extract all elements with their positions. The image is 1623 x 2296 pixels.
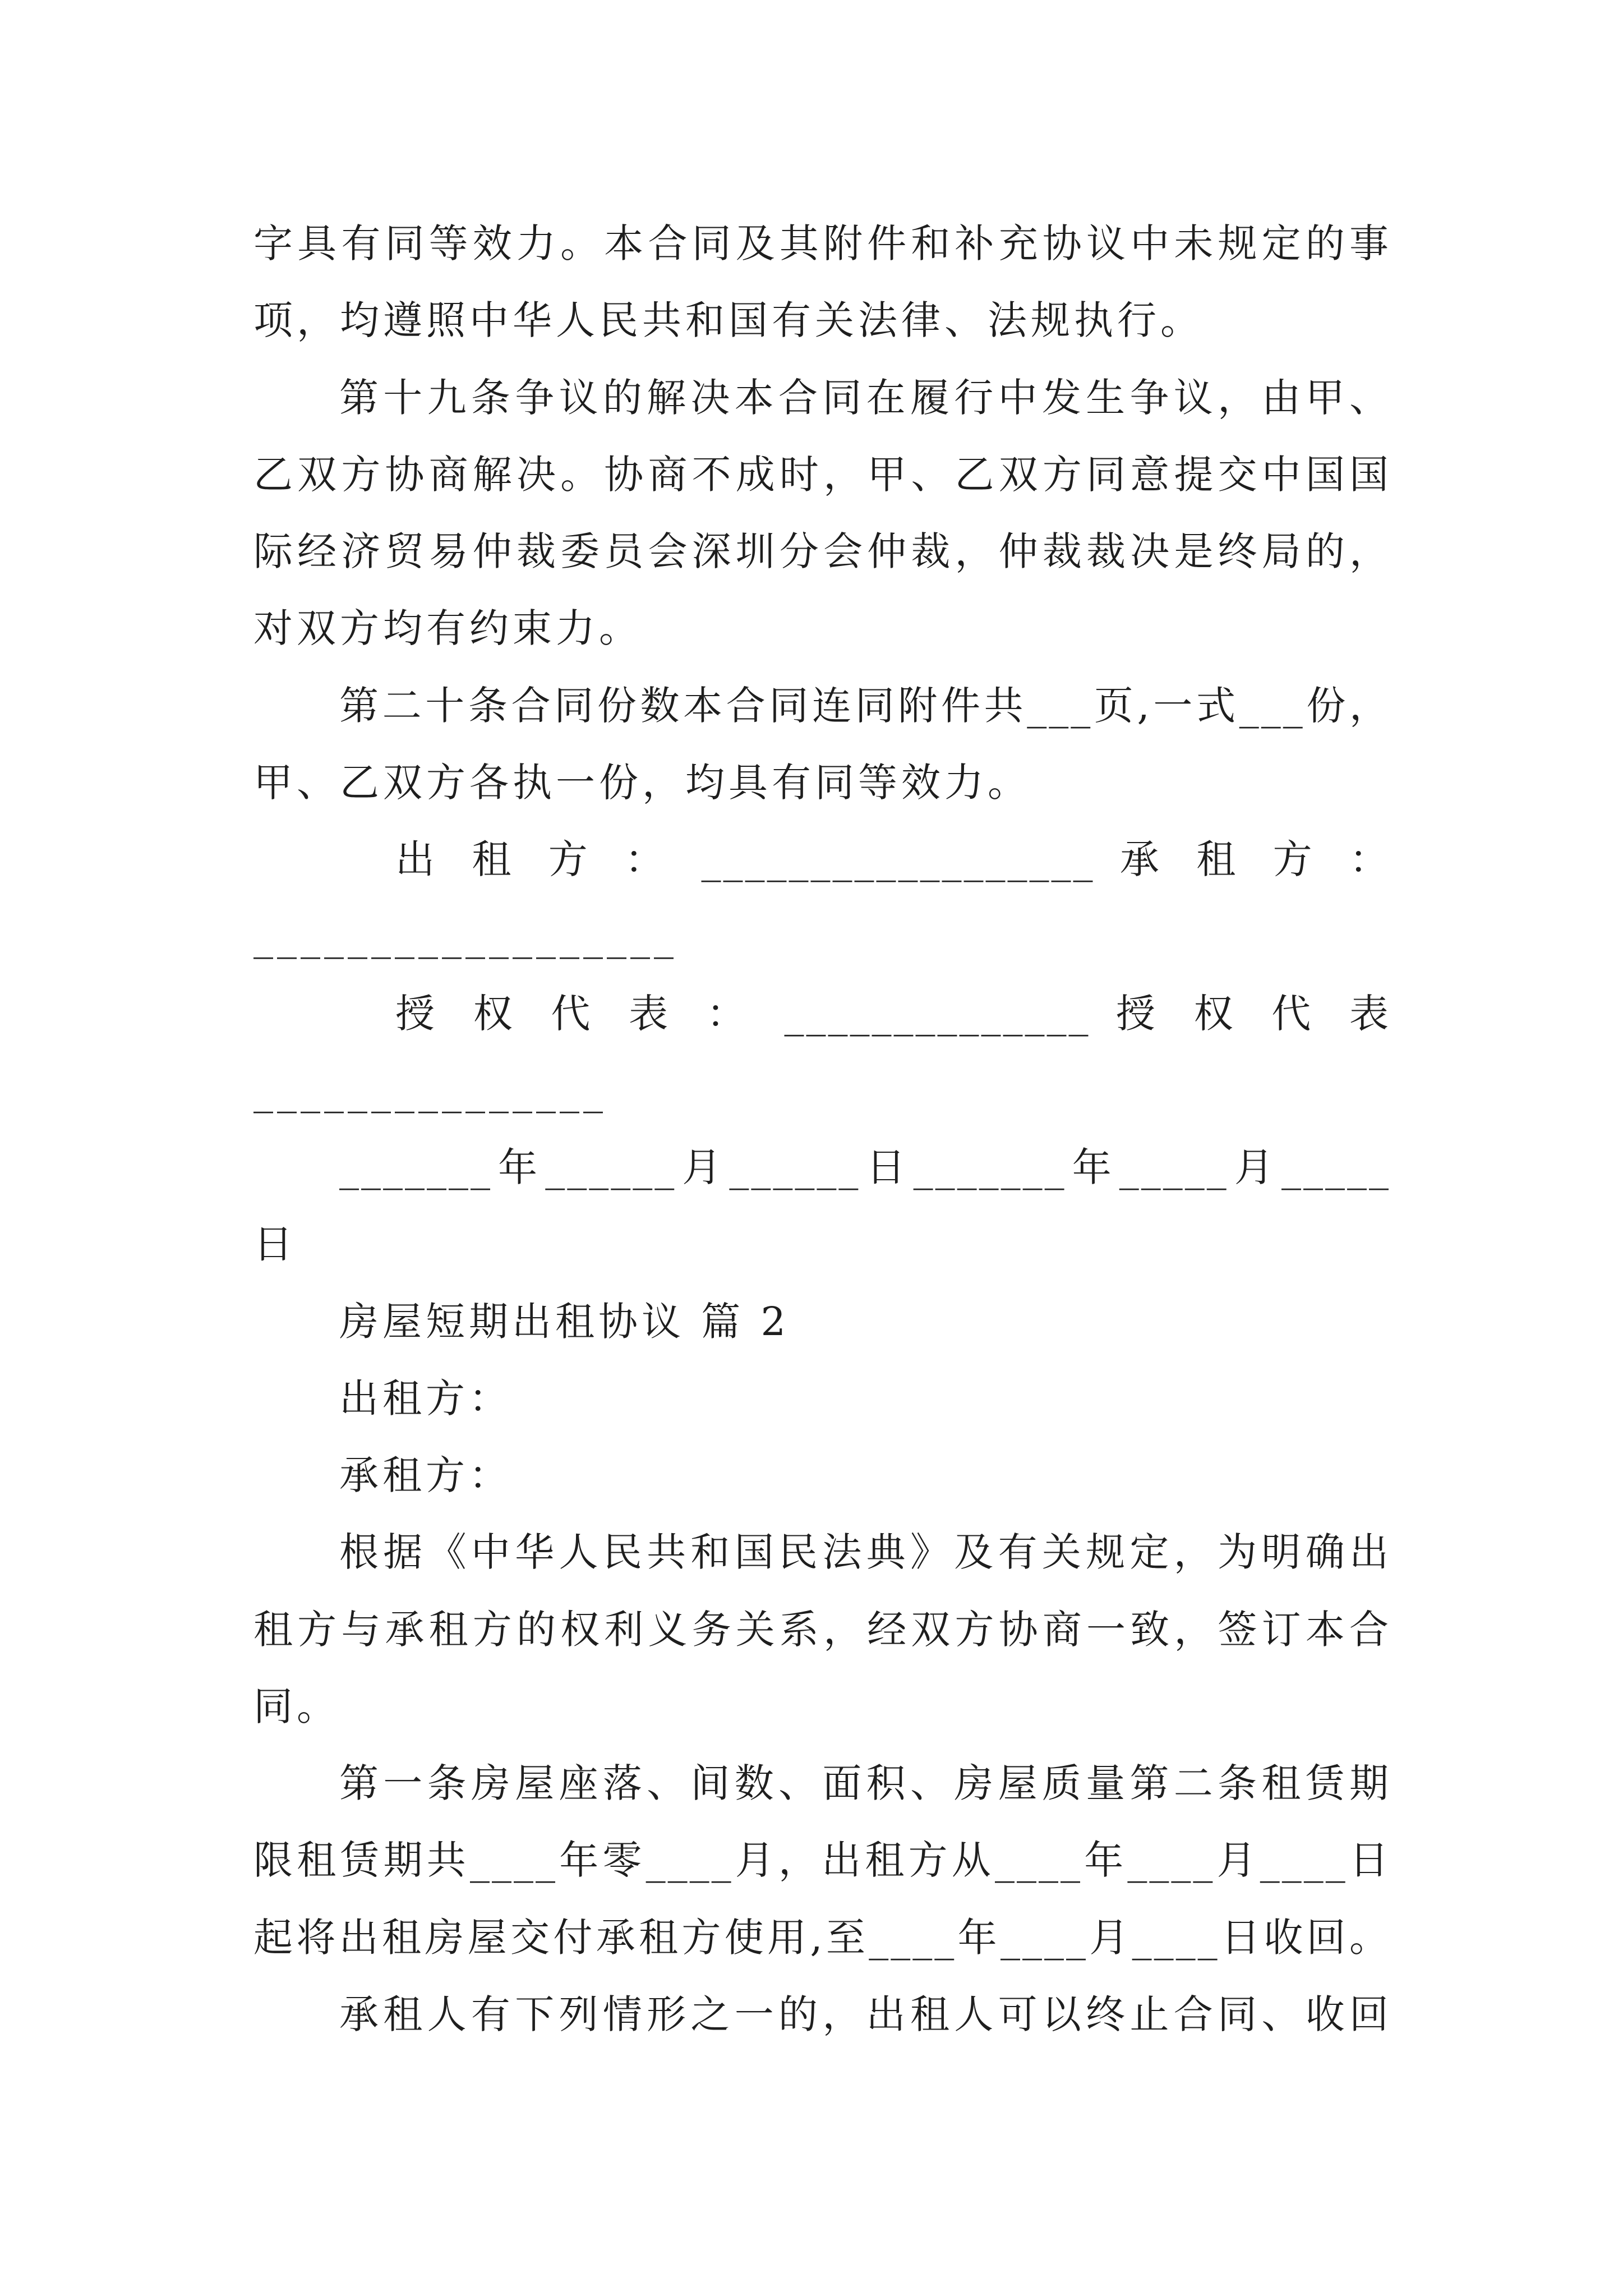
- text-line: 起将出租房屋交付承租方使用,至____年____月____日收回。: [253, 1914, 1391, 1961]
- text-line: 字具有同等效力。本合同及其附件和补充协议中未规定的事: [253, 220, 1391, 266]
- section-heading: 房屋短期出租协议 篇 2: [339, 1298, 790, 1345]
- lessee-field: 承租方：: [339, 1452, 512, 1498]
- text-line: 承租人有下列情形之一的，出租人可以终止合同、收回: [339, 1991, 1391, 2037]
- signature-line-parties: 出 租 方 ： __________________ 承 租 方 ：: [395, 836, 1391, 882]
- preamble-line: 根据《中华人民共和国民法典》及有关规定，为明确出: [339, 1529, 1391, 1576]
- signature-blank-line: _______________: [253, 1067, 607, 1114]
- text-line: 项，均遵照中华人民共和国有关法律、法规执行。: [253, 297, 1204, 344]
- text-line: 甲、乙双方各执一份，均具有同等效力。: [253, 759, 1031, 806]
- lessor-field: 出租方：: [339, 1375, 512, 1421]
- date-line-continuation: 日: [253, 1221, 297, 1268]
- text-line: 同。: [253, 1683, 340, 1729]
- document-body: [253, 205, 1391, 2053]
- text-line: 际经济贸易仲裁委员会深圳分会仲裁，仲裁裁决是终局的，: [253, 528, 1391, 574]
- clause-1-line: 第一条房屋座落、间数、面积、房屋质量第二条租赁期: [339, 1760, 1391, 1806]
- date-line: _______年______月______日_______年_____月_____: [339, 1144, 1391, 1190]
- text-line: 乙双方协商解决。协商不成时，甲、乙双方同意提交中国国: [253, 451, 1391, 498]
- clause-19-line: 第十九条争议的解决本合同在履行中发生争议，由甲、: [339, 374, 1391, 421]
- text-line: 租方与承租方的权利义务关系，经双方协商一致，签订本合: [253, 1606, 1391, 1653]
- signature-line-representatives: 授 权 代 表 ： ______________ 授 权 代 表: [395, 990, 1391, 1037]
- clause-20-line: 第二十条合同份数本合同连同附件共___页,一式___份，: [339, 682, 1391, 729]
- text-line: 限租赁期共____年零____月，出租方从____年____月____日: [253, 1837, 1391, 1884]
- signature-blank-line: __________________: [253, 913, 677, 960]
- text-line: 对双方均有约束力。: [253, 605, 642, 652]
